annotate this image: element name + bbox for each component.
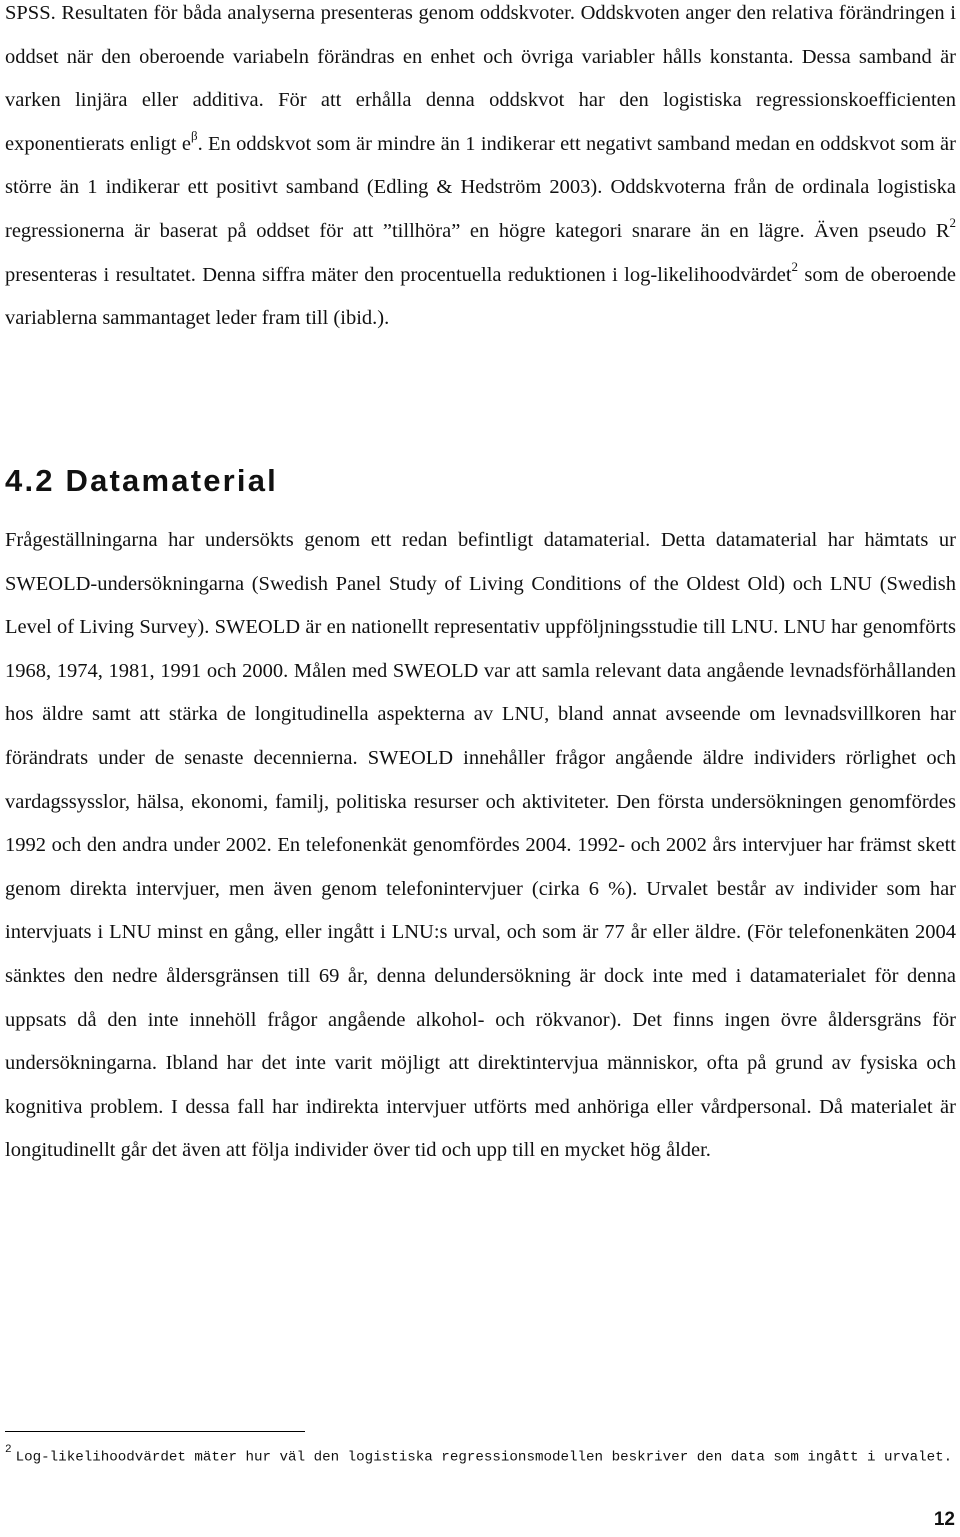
beta-exponent: β [190,127,198,143]
footnote [5,1438,952,1473]
paragraph-text: . En oddskvot som är mindre än 1 indikerar ett negativt samband medan en oddskvot som är större än 1 indikerar ett positivt samband (Edling & Hedström 2003). Oddskvoterna från de ordinala logistiska regressionerna är baserat på oddset för att ”tillhöra” en högre kategori snarare än en lägre. Även pseudo R [5,132,956,242]
r-squared-exponent: 2 [949,215,956,231]
paragraph-text: presenteras i resultatet. Denna siffra mäter den procentuella reduktionen i log-likelihoodvärdet [5,263,792,286]
paragraph-text: som de oberoende variablerna sammantaget leder fram till (ibid.). [5,263,956,330]
page-number: 12 [933,1509,955,1530]
section-heading: 4.2 Datamaterial [5,463,278,498]
footnote-text: Log-likelihoodvärdet mäter hur väl den logistiska regressionsmodellen beskriver den data som ingått i urvalet. [15,1449,953,1466]
footnote-marker: 2 [5,1444,12,1456]
paragraph-analysis-method [5,0,956,341]
paragraph-text: SPSS. Resultaten för båda analyserna presenteras genom oddskvoter. Oddskvoten anger den relativa förändringen i oddset när den oberoende variabeln förändras en enhet och övriga variabler hålls konstanta. Dessa samband är varken linjära eller additiva. För att erhålla denna oddskvot har den logistiska regressionskoefficienten exponentierats enligt e [5,2,956,155]
footnote-divider [5,1431,305,1432]
footnote-reference[interactable]: 2 [791,258,799,274]
paragraph-datamaterial: Frågeställningarna har undersökts genom ett redan befintligt datamaterial. Detta datamaterial har hämtats ur SWEOLD-undersökningarna (Swedish Panel Study of Living Conditions of the Oldest Old) och LNU (Swedish Level of Living Survey). SWEOLD är en nationellt representativ uppföljningsstudie till LNU. LNU har genomförts 1968, 1974, 1981, 1991 och 2000. Målen med SWEOLD var att samla relevant data angående levnadsförhållanden hos äldre samt att stärka de longitudinella aspekterna av LNU, bland annat avseende om levnadsvillkoren har förändrats under de senaste decennierna. SWEOLD innehåller frågor angående äldre individers rörlighet och vardagssysslor, hälsa, ekonomi, familj, politiska resurser och aktiviteter. Den första undersökningen genomfördes 1992 och den andra under 2002. En telefonenkät genomfördes 2004. 1992- och 2002 års intervjuer har främst skett genom direkta intervjuer, men även genom telefonintervjuer (cirka 6 %). Urvalet består av individer som har intervjuats i LNU minst en gång, eller ingått i LNU:s urval, och som är 77 år eller äldre. (För telefonenkäten 2004 sänktes den nedre åldersgränsen till 69 år, denna delundersökning är dock inte med i datamaterialet för denna uppsats då den inte innehöll frågor angående alkohol- och rökvanor). Det finns ingen övre åldersgräns för undersökningarna. Ibland har det inte varit möjligt att direktintervjua människor, ofta på grund av fysiska och kognitiva problem. I dessa fall har indirekta intervjuer utförts med anhöriga eller vårdpersonal. Då materialet är longitudinellt går det även att följa individer över tid och upp till en mycket hög ålder. [5,529,956,1162]
